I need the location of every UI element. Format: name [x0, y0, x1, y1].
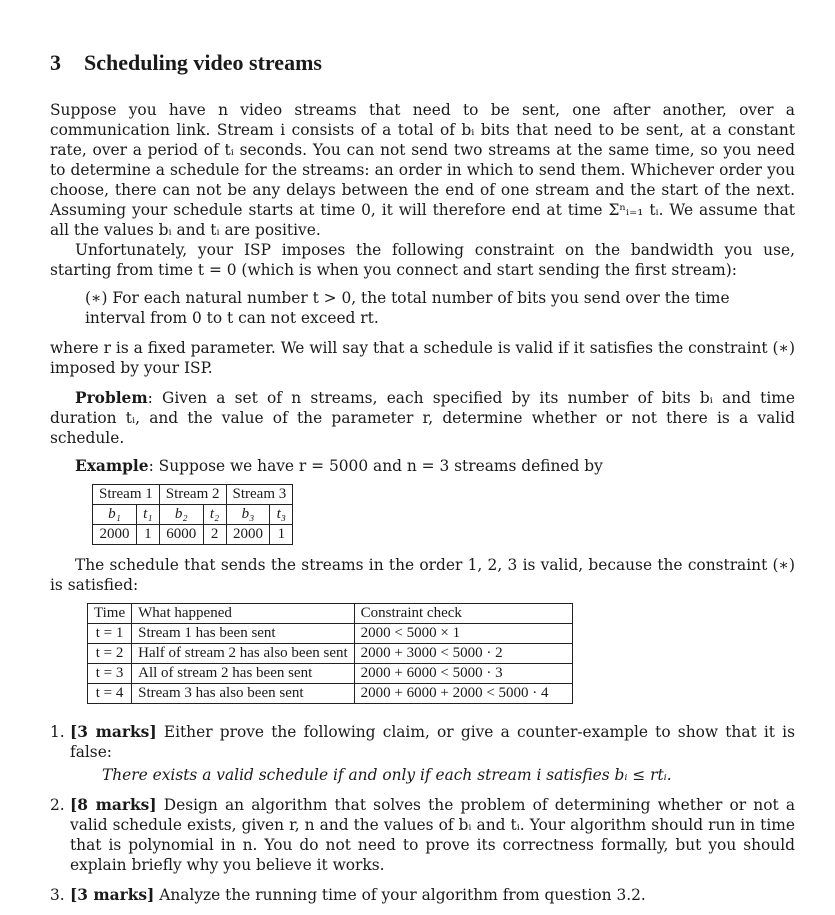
section-number: 3 [50, 50, 61, 75]
schedule-table [87, 603, 573, 704]
question-marks: [8 marks] [70, 796, 157, 814]
schedule-header: Constraint check [354, 604, 572, 624]
question-marks: [3 marks] [70, 723, 157, 741]
valid-definition-paragraph: where r is a fixed parameter. We will say that a schedule is valid if it satisfies the constraint (∗) imposed by your ISP. [50, 339, 795, 377]
problem-text: : Given a set of n streams, each specified by its number of bits bᵢ and time duration tᵢ, and the value of the parameter r, determine whether or not there is a valid schedule. [50, 389, 795, 447]
question-text: Design an algorithm that solves the problem of determining whether or not a valid schedule exists, given r, n and the values of bᵢ and tᵢ. Your algorithm should run in time that is polynomial in n. You do not need to prove its correctness formally, but you should explain briefly why you believe it works. [70, 796, 795, 874]
section-title: Scheduling video streams [84, 50, 322, 75]
stream-value: 1 [136, 525, 159, 545]
table-row [88, 684, 573, 704]
table-row [88, 644, 573, 664]
stream-value: 1 [270, 525, 293, 545]
question-item [50, 722, 795, 785]
stream-value: 2 [203, 525, 226, 545]
schedule-header: Time [88, 604, 132, 624]
example-paragraph [50, 456, 795, 476]
stream-subheader: b₂ [159, 505, 203, 525]
intro-paragraph: Suppose you have n video streams that need to be sent, one after another, over a communication link. Stream i consists of a total of bᵢ bits that need to be sent, at a constant rate, over a period of tᵢ seconds. You can not send two streams at the same time, so you need to determine a schedule for the streams: an order in which to send them. Whichever order you choose, there can not be any delays between the end of one stream and the start of the next. Assuming your schedule starts at time 0, it will therefore end at time Σⁿᵢ₌₁ tᵢ. We assume that all the values bᵢ and tᵢ are positive. [50, 101, 795, 239]
event-cell: Stream 3 has also been sent [132, 684, 355, 704]
question-text: Either prove the following claim, or give a counter-example to show that it is false: [70, 723, 795, 761]
stream-subheader: t₂ [203, 505, 226, 525]
table-row [88, 624, 573, 644]
event-cell: All of stream 2 has been sent [132, 664, 355, 684]
schedule-intro-paragraph: The schedule that sends the streams in the order 1, 2, 3 is valid, because the constraint (∗) is satisfied: [50, 556, 795, 594]
problem-label: Problem [75, 389, 148, 407]
time-cell: t = 3 [88, 664, 132, 684]
event-cell: Half of stream 2 has also been sent [132, 644, 355, 664]
section-heading [50, 50, 795, 76]
stream-value: 2000 [93, 525, 137, 545]
time-cell: t = 2 [88, 644, 132, 664]
stream-table-header-row [93, 485, 293, 505]
claim-statement: There exists a valid schedule if and only if each stream i satisfies bᵢ ≤ rtᵢ. [102, 766, 672, 784]
question-item [50, 885, 795, 905]
question-marks: [3 marks] [70, 886, 155, 904]
schedule-table-header-row [88, 604, 573, 624]
event-cell: Stream 1 has been sent [132, 624, 355, 644]
question-number: 1. [50, 723, 65, 741]
constraint-statement: (∗) For each natural number t > 0, the total number of bits you send over the time interval from 0 to t can not exceed rt. [85, 289, 730, 327]
check-cell: 2000 < 5000 × 1 [354, 624, 572, 644]
stream-header: Stream 2 [159, 485, 226, 505]
stream-subheader: b₁ [93, 505, 137, 525]
problem-paragraph [50, 388, 795, 448]
example-label: Example [75, 457, 149, 475]
stream-table-value-row [93, 525, 293, 545]
time-cell: t = 1 [88, 624, 132, 644]
stream-subheader: b₃ [226, 505, 270, 525]
question-text: Analyze the running time of your algorithm from question 3.2. [159, 886, 646, 904]
stream-header: Stream 1 [93, 485, 160, 505]
time-cell: t = 4 [88, 684, 132, 704]
stream-header: Stream 3 [226, 485, 293, 505]
question-number: 2. [50, 796, 65, 814]
check-cell: 2000 + 3000 < 5000 · 2 [354, 644, 572, 664]
stream-table [92, 484, 293, 545]
stream-table-subheader-row [93, 505, 293, 525]
document-page [50, 50, 795, 915]
check-cell: 2000 + 6000 + 2000 < 5000 · 4 [354, 684, 572, 704]
schedule-header: What happened [132, 604, 355, 624]
isp-paragraph: Unfortunately, your ISP imposes the following constraint on the bandwidth you use, starting from time t = 0 (which is when you connect and start sending the first stream): [50, 241, 795, 279]
question-item [50, 795, 795, 875]
question-number: 3. [50, 886, 65, 904]
stream-value: 6000 [159, 525, 203, 545]
example-text: : Suppose we have r = 5000 and n = 3 streams defined by [148, 457, 603, 475]
table-row [88, 664, 573, 684]
stream-value: 2000 [226, 525, 270, 545]
stream-subheader: t₁ [136, 505, 159, 525]
check-cell: 2000 + 6000 < 5000 · 3 [354, 664, 572, 684]
question-list [50, 722, 795, 905]
stream-subheader: t₃ [270, 505, 293, 525]
